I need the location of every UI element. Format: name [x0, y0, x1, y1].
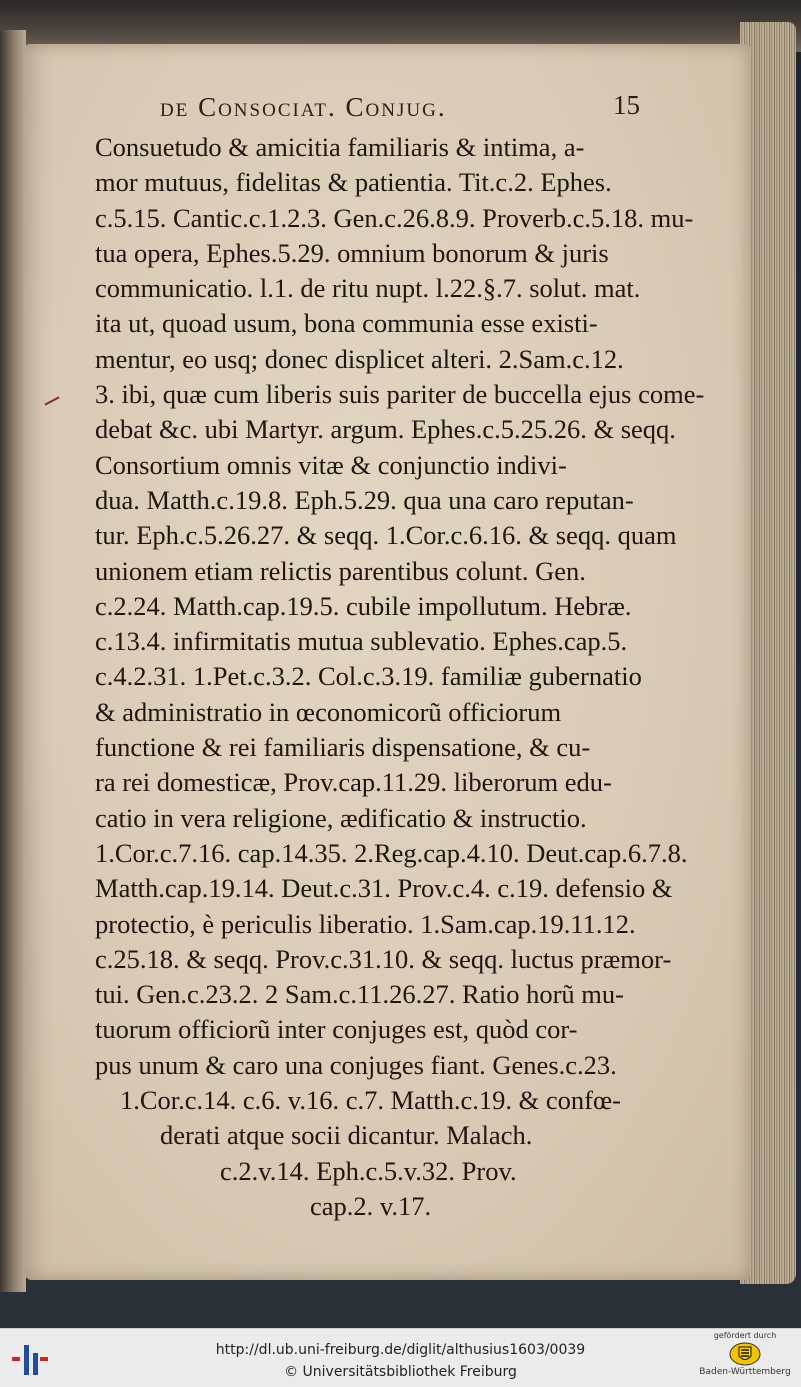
text-line: 1.Cor.c.7.16. cap.14.35. 2.Reg.cap.4.10. Deut.cap.6.7.8.	[95, 837, 688, 868]
text-line: tur. Eph.c.5.26.27. & seqq. 1.Cor.c.6.16. & seqq. quam	[95, 520, 677, 551]
text-line: protectio, è periculis liberatio. 1.Sam.cap.19.11.12.	[95, 908, 636, 939]
text-line: functione & rei familiaris dispensatione, & cu-	[95, 732, 591, 763]
text-line: c.2.v.14. Eph.c.5.v.32. Prov.	[220, 1155, 517, 1186]
text-line: tua opera, Ephes.5.29. omnium bonorum & juris	[95, 237, 609, 268]
text-line: mentur, eo usq; donec displicet alteri. 2.Sam.c.12.	[95, 343, 624, 374]
text-line: c.25.18. & seqq. Prov.c.31.10. & seqq. luctus præmor-	[95, 943, 672, 974]
text-line: Consuetudo & amicitia familiaris & intima, a-	[95, 132, 585, 162]
text-line: ita ut, quoad usum, bona communia esse existi-	[95, 308, 598, 339]
text-line: c.2.24. Matth.cap.19.5. cubile impollutum. Hebræ.	[95, 590, 632, 621]
sponsor-badge	[692, 1331, 798, 1385]
text-line: derati atque socii dicantur. Malach.	[160, 1120, 533, 1151]
sponsor-label: gefördert durch	[713, 1331, 777, 1340]
page-number: 15	[613, 90, 640, 120]
text-line: mor mutuus, fidelitas & patientia. Tit.c.2. Ephes.	[95, 167, 612, 198]
page-body	[95, 130, 705, 1224]
text-line: Matth.cap.19.14. Deut.c.31. Prov.c.4. c.19. defensio &	[95, 873, 673, 904]
text-line: tui. Gen.c.23.2. 2 Sam.c.11.26.27. Ratio horũ mu-	[95, 979, 624, 1010]
book-binding-edge	[0, 30, 26, 1292]
running-head-title: de Consociat. Conjug.	[160, 92, 447, 122]
text-line: cap.2. v.17.	[310, 1190, 432, 1221]
text-line: debat &c. ubi Martyr. argum. Ephes.c.5.25.26. & seqq.	[95, 414, 676, 445]
text-line: 3. ibi, quæ cum liberis suis pariter de buccella ejus come-	[95, 379, 705, 410]
text-line: Consortium omnis vitæ & conjunctio indivi-	[95, 449, 567, 480]
text-line: tuorum officiorũ inter conjuges est, quòd cor-	[95, 1014, 578, 1045]
text-line: communicatio. l.1. de ritu nupt. l.22.§.7. solut. mat.	[95, 273, 641, 304]
text-line: unionem etiam relictis parentibus colunt. Gen.	[95, 555, 586, 586]
running-head	[160, 92, 640, 124]
coat-of-arms-icon	[729, 1342, 761, 1366]
viewer-footer	[0, 1328, 801, 1387]
permalink-url[interactable]: http://dl.ub.uni-freiburg.de/diglit/althusius1603/0039	[215, 1342, 586, 1358]
text-line: ra rei domesticæ, Prov.cap.11.29. liberorum edu-	[95, 767, 612, 798]
text-line: & administratio in œconomicorũ officiorum	[95, 696, 562, 727]
text-line: c.13.4. infirmitatis mutua sublevatio. Ephes.cap.5.	[95, 626, 628, 657]
text-line: pus unum & caro una conjuges fiant. Genes.c.23.	[95, 1049, 617, 1080]
copyright-notice: © Universitätsbibliothek Freiburg	[284, 1364, 517, 1380]
text-line: c.5.15. Cantic.c.1.2.3. Gen.c.26.8.9. Proverb.c.5.18. mu-	[95, 202, 694, 233]
sponsor-name: Baden-Württemberg	[699, 1367, 791, 1377]
text-line: c.4.2.31. 1.Pet.c.3.2. Col.c.3.19. familiæ gubernatio	[95, 661, 642, 692]
text-line: dua. Matth.c.19.8. Eph.5.29. qua una caro reputan-	[95, 484, 634, 515]
text-line: 1.Cor.c.14. c.6. v.16. c.7. Matth.c.19. & confœ-	[120, 1085, 621, 1116]
text-line: catio in vera religione, ædificatio & instructio.	[95, 802, 587, 833]
